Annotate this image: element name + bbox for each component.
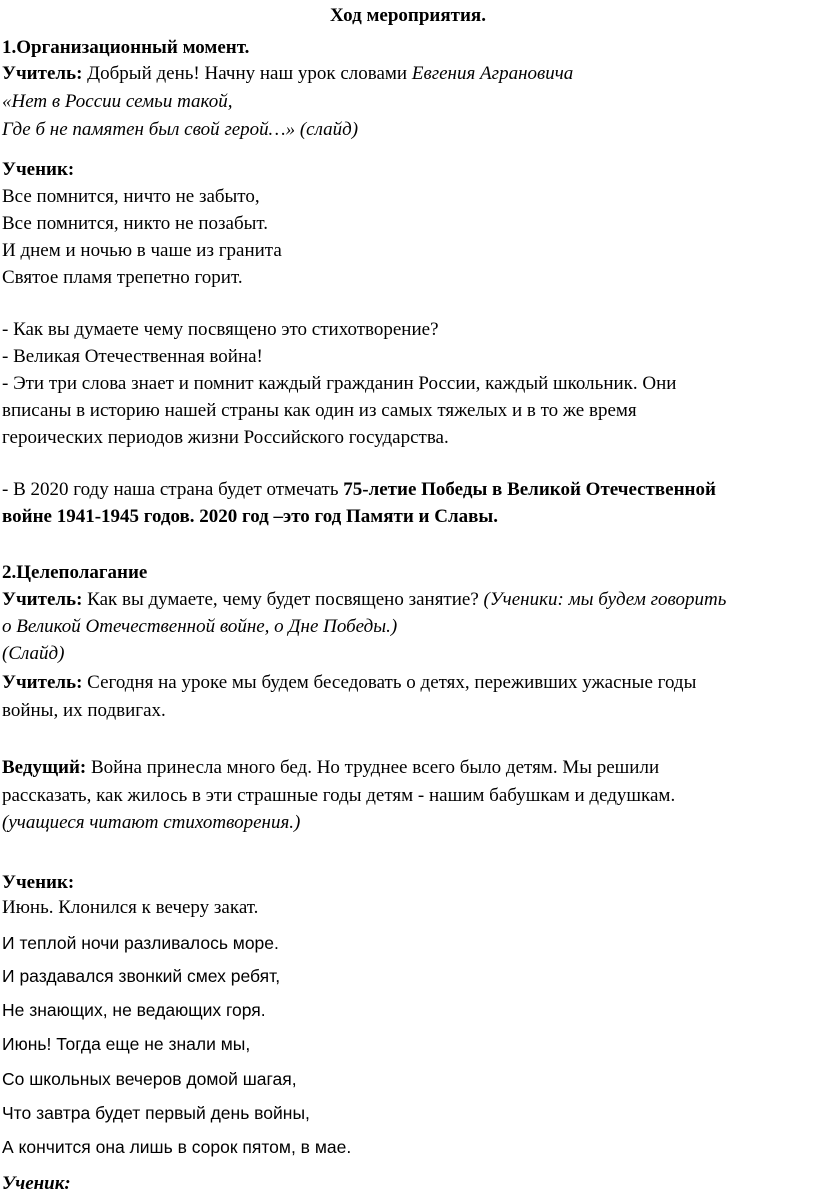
- quote-line: Где б не памятен был свой герой…» (слайд): [2, 119, 359, 140]
- poem-line: Все помнится, ничто не забыто,: [2, 186, 260, 207]
- students-answer-line: о Великой Отечественной войне, о Дне Победы.): [2, 616, 398, 637]
- poem-line: Июнь! Тогда еще не знали мы,: [2, 1034, 251, 1054]
- poem-line: И раздавался звонкий смех ребят,: [2, 966, 281, 986]
- dialog-line: вписаны в историю нашей страны как один из самых тяжелых и в то же время: [2, 400, 637, 421]
- anniversary-bold: 75-летие Победы в Великой Отечественной: [343, 479, 716, 500]
- teacher-intro-text: Сегодня на уроке мы будем беседовать о детях, переживших ужасные годы: [82, 672, 697, 693]
- teacher-greeting-line: [2, 62, 573, 86]
- poem-line: Со школьных вечеров домой шагая,: [2, 1069, 297, 1089]
- section-heading-goal-setting: 2.Целеполагание: [2, 562, 148, 583]
- slide-note: (Слайд): [2, 643, 65, 664]
- host-line: рассказать, как жилось в эти страшные годы детям - нашим бабушкам и дедушкам.: [2, 785, 676, 806]
- teacher-intro-line: войны, их подвигах.: [2, 700, 166, 721]
- dialog-line: героических периодов жизни Российского государства.: [2, 427, 449, 448]
- teacher-question-line: [2, 588, 726, 612]
- poem-line: Что завтра будет первый день войны,: [2, 1103, 310, 1123]
- host-note: (учащиеся читают стихотворения.): [2, 812, 301, 833]
- student-label: Ученик:: [2, 1173, 71, 1194]
- poem-line: Июнь. Клонился к вечеру закат.: [2, 897, 259, 918]
- author-name: Евгения Аграновича: [411, 63, 574, 84]
- section-heading-organizational: 1.Организационный момент.: [2, 37, 250, 58]
- document-title: Ход мероприятия.: [330, 5, 486, 26]
- dialog-line: - Великая Отечественная война!: [2, 346, 263, 367]
- teacher-intro-line: [2, 671, 696, 695]
- poem-line: И теплой ночи разливалось море.: [2, 933, 279, 953]
- student-label: Ученик:: [2, 159, 75, 180]
- student-label: Ученик:: [2, 872, 75, 893]
- anniversary-text: - В 2020 году наша страна будет отмечать: [2, 479, 344, 500]
- dialog-line: - Как вы думаете чему посвящено это стихотворение?: [2, 319, 439, 340]
- teacher-label: Учитель:: [2, 589, 83, 610]
- students-answer: (Ученики: мы будем говорить: [483, 589, 727, 610]
- teacher-question: Как вы думаете, чему будет посвящено занятие?: [82, 589, 484, 610]
- anniversary-bold-line: войне 1941-1945 годов. 2020 год –это год Памяти и Славы.: [2, 506, 498, 527]
- poem-line: Все помнится, никто не позабыт.: [2, 213, 269, 234]
- host-line: [2, 756, 659, 780]
- anniversary-line: [2, 478, 716, 502]
- poem-line: И днем и ночью в чаше из гранита: [2, 240, 282, 261]
- host-label: Ведущий:: [2, 757, 87, 778]
- quote-line: «Нет в России семьи такой,: [2, 91, 233, 112]
- teacher-greeting-text: Добрый день! Начну наш урок словами: [82, 63, 412, 84]
- poem-line: Не знающих, не ведающих горя.: [2, 1000, 266, 1020]
- poem-line: А кончится она лишь в сорок пятом, в мае.: [2, 1137, 352, 1157]
- poem-line: Святое пламя трепетно горит.: [2, 267, 243, 288]
- teacher-label: Учитель:: [2, 672, 83, 693]
- host-text: Война принесла много бед. Но труднее всего было детям. Мы решили: [86, 757, 660, 778]
- teacher-label: Учитель:: [2, 63, 83, 84]
- dialog-line: - Эти три слова знает и помнит каждый гражданин России, каждый школьник. Они: [2, 373, 677, 394]
